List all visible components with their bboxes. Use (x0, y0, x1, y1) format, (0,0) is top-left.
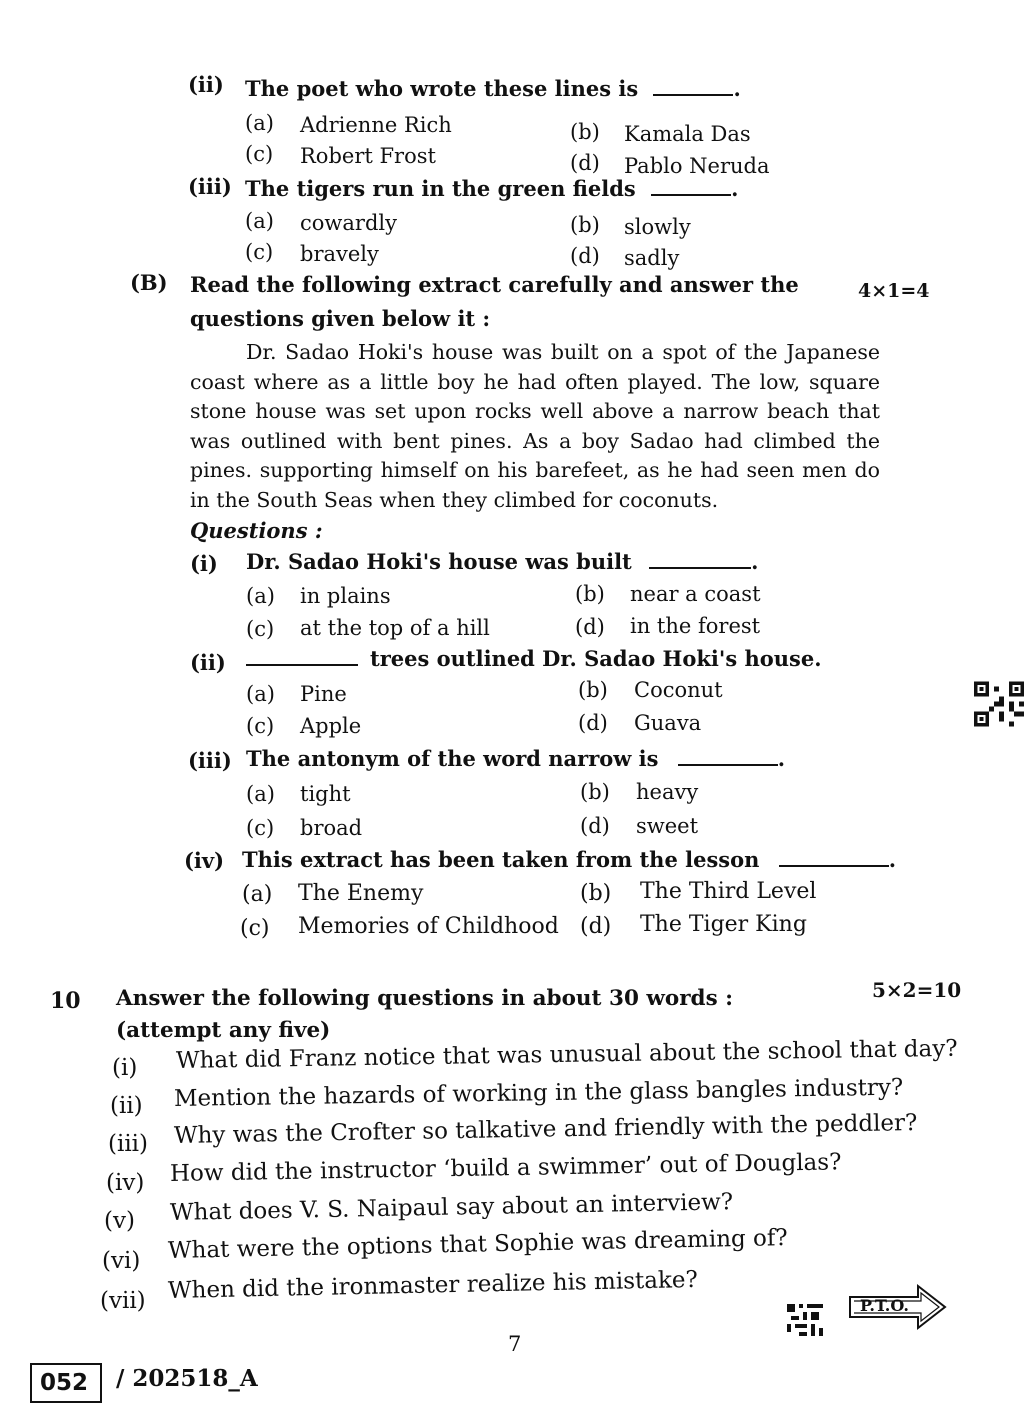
sub-question-text: What does V. S. Naipaul say about an interview? (169, 1189, 734, 1226)
question-number: (iii) (188, 174, 232, 199)
option-key: (c) (245, 240, 274, 264)
sub-question-number: (vii) (100, 1288, 146, 1314)
option-text: Apple (300, 714, 362, 738)
option-key: (a) (245, 111, 274, 135)
option-text: Guava (634, 711, 702, 735)
marks: 4×1=4 (858, 280, 930, 302)
question-text: The tigers run in the green fields . (245, 176, 739, 201)
option-key: (d) (580, 914, 612, 939)
option-text: near a coast (630, 582, 761, 606)
paper-set-code: / 202518_A (116, 1365, 258, 1392)
option-key: (d) (575, 615, 605, 639)
option-text: The Tiger King (640, 912, 807, 937)
option-key: (b) (578, 678, 608, 702)
sub-question-number: (vi) (102, 1248, 141, 1274)
option-text: Memories of Childhood (298, 914, 559, 939)
option-text: Kamala Das (624, 122, 751, 146)
question-number: (ii) (188, 72, 224, 97)
option-text: in plains (300, 584, 391, 608)
option-text: Robert Frost (300, 144, 436, 168)
sub-question-text: Mention the hazards of working in the glass bangles industry? (173, 1074, 904, 1112)
option-key: (d) (570, 244, 600, 268)
option-text: Pine (300, 682, 347, 706)
section-instruction: Read the following extract carefully and answer the (190, 272, 799, 297)
answer-blank (678, 763, 778, 766)
paper-code: 052 (40, 1370, 89, 1396)
option-text: slowly (624, 215, 691, 239)
sub-question-number: (v) (104, 1208, 135, 1234)
option-key: (d) (570, 151, 600, 175)
question-instruction: Answer the following questions in about 30 words : (116, 986, 734, 1011)
option-text: bravely (300, 242, 379, 266)
option-text: tight (300, 782, 351, 806)
answer-blank (651, 193, 731, 196)
sub-question-text: Why was the Crofter so talkative and friendly with the peddler? (173, 1110, 918, 1149)
answer-blank (649, 566, 751, 569)
option-key: (a) (242, 882, 273, 907)
option-text: in the forest (630, 614, 761, 638)
option-text: Adrienne Rich (300, 113, 452, 137)
question-text: The poet who wrote these lines is . (245, 76, 741, 101)
option-key: (d) (578, 711, 608, 735)
question-sub-instruction: (attempt any five) (116, 1018, 331, 1043)
option-text: broad (300, 816, 363, 840)
section-label: (B) (130, 270, 168, 295)
option-key: (b) (580, 780, 610, 804)
option-key: (a) (245, 209, 274, 233)
option-key: (b) (575, 582, 605, 606)
question-text: This extract has been taken from the lesson . (242, 847, 897, 872)
option-key: (a) (246, 584, 275, 608)
answer-blank (779, 864, 889, 867)
option-key: (c) (246, 714, 275, 738)
option-key: (c) (240, 916, 270, 941)
option-text: at the top of a hill (300, 616, 490, 640)
sub-question-text: When did the ironmaster realize his mistake? (167, 1266, 699, 1304)
sub-question-text: How did the instructor ‘build a swimmer’ out of Douglas? (169, 1149, 842, 1187)
sub-question-number: (iv) (106, 1170, 145, 1196)
question-number: (ii) (190, 650, 226, 675)
question-number: 10 (50, 988, 81, 1014)
sub-question-number: (i) (112, 1055, 138, 1081)
answer-blank (246, 663, 358, 666)
question-number: (iii) (188, 748, 232, 773)
pto-label: P.T.O. (860, 1296, 909, 1315)
marks: 5×2=10 (872, 978, 962, 1002)
answer-blank (653, 93, 733, 96)
qr-code-icon (974, 681, 1024, 727)
barcode-icon (787, 1303, 823, 1337)
question-text: Dr. Sadao Hoki's house was built . (246, 549, 759, 574)
sub-question-number: (iii) (108, 1131, 149, 1157)
questions-heading: Questions : (190, 518, 323, 543)
option-text: cowardly (300, 211, 397, 235)
question-text: The antonym of the word narrow is . (246, 746, 786, 771)
option-key: (c) (245, 142, 274, 166)
option-text: Pablo Neruda (624, 154, 770, 178)
extract-paragraph: Dr. Sadao Hoki's house was built on a spot of the Japanese coast where as a little boy he had often played. The low, square stone house was set upon rocks well above a narrow beach that was outlined with bent pines. As a boy Sadao had climbed the pines. supporting himself on his barefeet, as he had seen men do in the South Seas when they climbed for coconuts. (190, 340, 880, 512)
pto-marker (848, 1283, 948, 1331)
question-text: trees outlined Dr. Sadao Hoki's house. (246, 648, 822, 669)
page-number: 7 (508, 1332, 522, 1356)
paper-code-box (30, 1363, 102, 1403)
sub-question-text: What were the options that Sophie was dreaming of? (167, 1225, 788, 1264)
option-key: (c) (246, 816, 275, 840)
option-key: (d) (580, 814, 610, 838)
option-key: (b) (570, 120, 600, 144)
option-text: sweet (636, 814, 699, 838)
question-number: (i) (190, 551, 218, 576)
option-text: The Third Level (640, 879, 817, 904)
option-key: (a) (246, 682, 275, 706)
section-instruction-cont: questions given below it : (190, 306, 491, 331)
option-key: (b) (580, 881, 612, 906)
option-key: (b) (570, 213, 600, 237)
question-number: (iv) (184, 848, 225, 873)
option-text: Coconut (634, 678, 723, 702)
option-key: (c) (246, 617, 275, 641)
option-key: (a) (246, 782, 275, 806)
sub-question-text: What did Franz notice that was unusual about the school that day? (175, 1035, 958, 1074)
option-text: heavy (636, 780, 699, 804)
option-text: The Enemy (298, 881, 424, 906)
sub-question-number: (ii) (110, 1093, 143, 1119)
option-text: sadly (624, 246, 680, 270)
